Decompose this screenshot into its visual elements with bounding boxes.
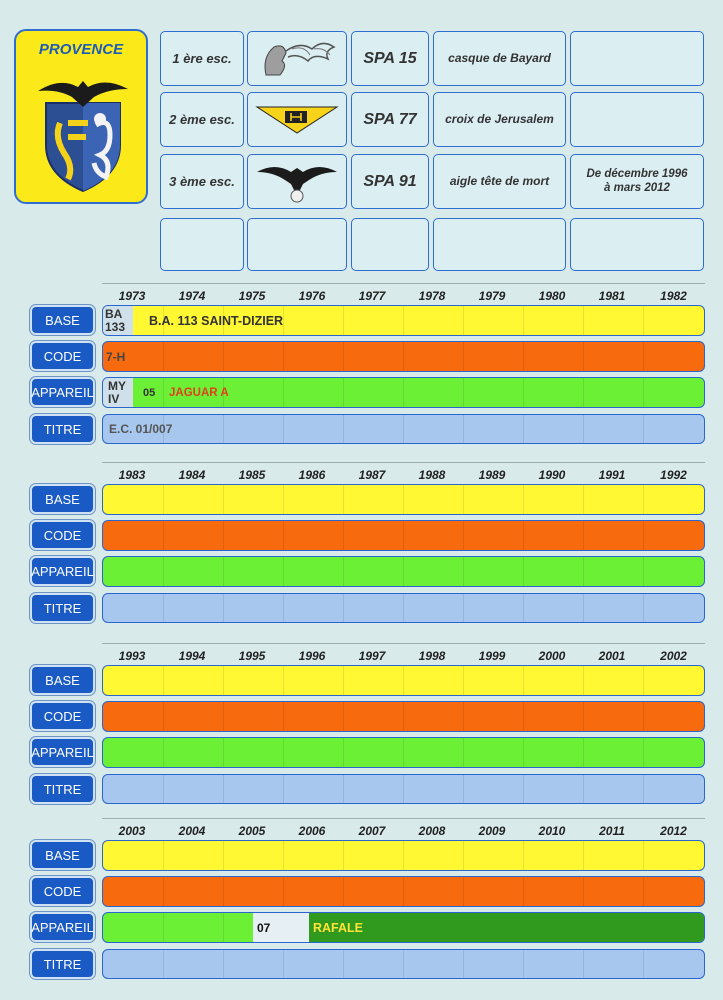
year-gridline xyxy=(343,666,344,695)
year-gridline xyxy=(223,841,224,870)
year-gridline xyxy=(463,378,464,407)
empty-cell xyxy=(433,218,566,271)
titre-text: E.C. 01/007 xyxy=(109,422,173,436)
timeline-bar-appareil xyxy=(102,737,705,768)
escadrille-3-note: De décembre 1996 à mars 2012 xyxy=(570,154,704,209)
year-gridline xyxy=(643,775,644,803)
year-gridline xyxy=(343,378,344,407)
year-gridline xyxy=(223,485,224,514)
year-gridline xyxy=(163,666,164,695)
year-gridline xyxy=(163,841,164,870)
year-gridline xyxy=(283,378,284,407)
year-label: 1982 xyxy=(660,289,687,303)
eagle-skull-icon xyxy=(255,160,339,204)
year-gridline xyxy=(643,594,644,622)
year-label: 1994 xyxy=(178,649,206,663)
aigle-tete-de-mort-emblem xyxy=(247,154,347,209)
year-gridline xyxy=(523,521,524,550)
year-gridline xyxy=(283,342,284,371)
empty-cell xyxy=(160,218,244,271)
year-label: 1983 xyxy=(118,468,146,482)
escadrille-1-label: 1 ère esc. xyxy=(160,31,244,86)
year-label: 1976 xyxy=(298,289,326,303)
year-gridline xyxy=(403,950,404,978)
year-gridline xyxy=(343,738,344,767)
year-label: 2003 xyxy=(118,824,146,838)
year-label: 1979 xyxy=(478,289,506,303)
base-prefix-cell xyxy=(103,306,133,335)
timeline-bar-appareil xyxy=(102,556,705,587)
year-label: 2007 xyxy=(358,824,386,838)
year-label: 1984 xyxy=(178,468,206,482)
year-gridline xyxy=(283,594,284,622)
year-label: 1987 xyxy=(358,468,386,482)
year-gridline xyxy=(403,306,404,335)
aircraft-number: 05 xyxy=(143,386,156,399)
year-gridline xyxy=(523,775,524,803)
year-label: 2008 xyxy=(418,824,446,838)
year-gridline xyxy=(583,702,584,731)
year-gridline xyxy=(403,666,404,695)
year-gridline xyxy=(343,485,344,514)
year-gridline xyxy=(283,775,284,803)
year-strip xyxy=(102,643,705,667)
year-gridline xyxy=(523,841,524,870)
year-gridline xyxy=(223,702,224,731)
year-gridline xyxy=(223,594,224,622)
year-gridline xyxy=(643,342,644,371)
year-gridline xyxy=(403,557,404,586)
year-gridline xyxy=(523,950,524,978)
year-label: 1977 xyxy=(358,289,386,303)
year-gridline xyxy=(643,841,644,870)
year-gridline xyxy=(163,950,164,978)
timeline-bar-code xyxy=(102,520,705,551)
year-strip xyxy=(102,462,705,486)
casque-de-bayard-emblem xyxy=(247,31,347,86)
year-gridline xyxy=(643,557,644,586)
timeline-bar-base xyxy=(102,484,705,515)
badge-title: PROVENCE xyxy=(38,41,124,58)
croix-de-jerusalem-emblem xyxy=(247,92,347,147)
year-gridline xyxy=(643,877,644,906)
year-gridline xyxy=(403,521,404,550)
escadrille-2-name: croix de Jerusalem xyxy=(433,92,566,147)
year-gridline xyxy=(343,775,344,803)
year-label: 1988 xyxy=(418,468,446,482)
escadrille-1-name: casque de Bayard xyxy=(433,31,566,86)
year-gridline xyxy=(223,415,224,443)
escadrille-3-name: aigle tête de mort xyxy=(433,154,566,209)
year-gridline xyxy=(163,775,164,803)
code-text: 7-H xyxy=(106,349,126,364)
year-gridline xyxy=(583,485,584,514)
year-gridline xyxy=(523,702,524,731)
year-gridline xyxy=(643,485,644,514)
base-prefix-text: BA 133 xyxy=(105,306,126,334)
year-strip xyxy=(102,283,705,307)
year-gridline xyxy=(283,950,284,978)
year-gridline xyxy=(463,594,464,622)
year-label: 1996 xyxy=(298,649,326,663)
year-gridline xyxy=(523,415,524,443)
year-gridline xyxy=(583,950,584,978)
squadron-insignia-icon xyxy=(38,67,128,195)
escadrille-1-note xyxy=(570,31,704,86)
row-label-appareil: APPAREIL xyxy=(30,377,95,407)
year-gridline xyxy=(163,378,164,407)
row-label-titre: TITRE xyxy=(30,414,95,444)
empty-cell xyxy=(570,218,704,271)
year-gridline xyxy=(583,841,584,870)
rafale-period xyxy=(309,913,704,942)
pennant-flag-icon xyxy=(255,105,339,135)
spa-91-label: SPA 91 xyxy=(351,154,429,209)
year-gridline xyxy=(163,702,164,731)
year-gridline xyxy=(583,775,584,803)
year-gridline xyxy=(583,594,584,622)
row-label-titre: TITRE xyxy=(30,949,95,979)
year-label: 2009 xyxy=(478,824,506,838)
year-gridline xyxy=(463,877,464,906)
year-gridline xyxy=(583,521,584,550)
year-label: 1995 xyxy=(238,649,266,663)
year-gridline xyxy=(163,913,164,942)
year-label: 1975 xyxy=(238,289,266,303)
escadrille-3-label: 3 ème esc. xyxy=(160,154,244,209)
year-gridline xyxy=(643,950,644,978)
row-label-appareil: APPAREIL xyxy=(30,556,95,586)
year-gridline xyxy=(523,877,524,906)
timeline-bar-appareil xyxy=(102,377,705,408)
year-gridline xyxy=(403,775,404,803)
year-gridline xyxy=(583,666,584,695)
year-gridline xyxy=(343,877,344,906)
year-gridline xyxy=(403,342,404,371)
year-gridline xyxy=(403,415,404,443)
year-gridline xyxy=(283,702,284,731)
year-label: 2004 xyxy=(178,824,206,838)
year-label: 1993 xyxy=(118,649,146,663)
year-gridline xyxy=(223,738,224,767)
year-gridline xyxy=(163,594,164,622)
timeline-bar-titre xyxy=(102,414,705,444)
year-gridline xyxy=(163,521,164,550)
row-label-code: CODE xyxy=(30,520,95,550)
year-gridline xyxy=(583,378,584,407)
timeline-bar-code xyxy=(102,876,705,907)
year-gridline xyxy=(583,557,584,586)
spa-15-label: SPA 15 xyxy=(351,31,429,86)
year-gridline xyxy=(463,702,464,731)
year-gridline xyxy=(343,557,344,586)
base-name-text: B.A. 113 SAINT-DIZIER xyxy=(149,313,284,328)
year-strip xyxy=(102,818,705,842)
year-gridline xyxy=(283,485,284,514)
year-gridline xyxy=(643,521,644,550)
year-gridline xyxy=(523,485,524,514)
row-label-titre: TITRE xyxy=(30,774,95,804)
timeline-bar-titre xyxy=(102,949,705,979)
year-gridline xyxy=(343,594,344,622)
year-gridline xyxy=(223,877,224,906)
row-label-base: BASE xyxy=(30,840,95,870)
year-gridline xyxy=(403,594,404,622)
year-gridline xyxy=(523,378,524,407)
row-label-code: CODE xyxy=(30,701,95,731)
squadron-badge xyxy=(14,29,148,204)
year-gridline xyxy=(463,306,464,335)
year-gridline xyxy=(583,415,584,443)
year-gridline xyxy=(643,702,644,731)
year-gridline xyxy=(523,594,524,622)
year-gridline xyxy=(523,306,524,335)
helmet-plume-icon xyxy=(252,35,342,83)
year-gridline xyxy=(223,913,224,942)
year-gridline xyxy=(463,950,464,978)
year-gridline xyxy=(343,841,344,870)
year-gridline xyxy=(223,342,224,371)
year-gridline xyxy=(463,841,464,870)
year-label: 2000 xyxy=(538,649,566,663)
year-gridline xyxy=(283,738,284,767)
year-gridline xyxy=(643,738,644,767)
year-gridline xyxy=(343,950,344,978)
year-label: 1985 xyxy=(238,468,266,482)
timeline-bar-code xyxy=(102,701,705,732)
year-label: 1991 xyxy=(598,468,626,482)
year-label: 1978 xyxy=(418,289,446,303)
year-gridline xyxy=(523,557,524,586)
year-gridline xyxy=(583,877,584,906)
row-label-appareil: APPAREIL xyxy=(30,737,95,767)
aircraft-type: RAFALE xyxy=(313,920,363,935)
year-gridline xyxy=(463,775,464,803)
row-label-code: CODE xyxy=(30,876,95,906)
year-gridline xyxy=(523,342,524,371)
year-label: 1986 xyxy=(298,468,326,482)
escadrille-2-note xyxy=(570,92,704,147)
year-gridline xyxy=(163,485,164,514)
row-label-base: BASE xyxy=(30,484,95,514)
year-label: 2002 xyxy=(660,649,687,663)
year-gridline xyxy=(343,521,344,550)
row-label-titre: TITRE xyxy=(30,593,95,623)
year-gridline xyxy=(463,342,464,371)
empty-cell xyxy=(247,218,347,271)
timeline-bar-base xyxy=(102,305,705,336)
year-gridline xyxy=(343,702,344,731)
year-gridline xyxy=(583,738,584,767)
year-gridline xyxy=(283,877,284,906)
year-gridline xyxy=(283,841,284,870)
aircraft-prefix-text: MY IV xyxy=(108,378,126,406)
year-gridline xyxy=(463,666,464,695)
year-gridline xyxy=(223,775,224,803)
year-label: 2011 xyxy=(599,824,625,838)
year-label: 1989 xyxy=(478,468,506,482)
year-gridline xyxy=(223,521,224,550)
year-gridline xyxy=(583,342,584,371)
year-gridline xyxy=(223,557,224,586)
empty-cell xyxy=(351,218,429,271)
year-gridline xyxy=(283,557,284,586)
year-gridline xyxy=(463,415,464,443)
year-gridline xyxy=(283,306,284,335)
row-label-code: CODE xyxy=(30,341,95,371)
year-label: 1974 xyxy=(178,289,206,303)
year-label: 1980 xyxy=(538,289,566,303)
escadrille-2-label: 2 ème esc. xyxy=(160,92,244,147)
row-label-appareil: APPAREIL xyxy=(30,912,95,942)
year-gridline xyxy=(463,521,464,550)
year-gridline xyxy=(643,415,644,443)
timeline-bar-titre xyxy=(102,593,705,623)
year-label: 2012 xyxy=(660,824,687,838)
year-label: 2010 xyxy=(538,824,566,838)
year-gridline xyxy=(643,306,644,335)
row-label-base: BASE xyxy=(30,665,95,695)
row-label-base: BASE xyxy=(30,305,95,335)
aircraft-number: 07 xyxy=(257,920,271,935)
year-gridline xyxy=(403,877,404,906)
year-gridline xyxy=(283,666,284,695)
timeline-bar-titre xyxy=(102,774,705,804)
year-label: 2006 xyxy=(298,824,326,838)
year-label: 1998 xyxy=(418,649,446,663)
year-label: 2005 xyxy=(238,824,266,838)
year-gridline xyxy=(403,702,404,731)
year-label: 1992 xyxy=(660,468,687,482)
year-gridline xyxy=(163,738,164,767)
year-label: 1990 xyxy=(538,468,566,482)
year-gridline xyxy=(403,738,404,767)
year-label: 2001 xyxy=(598,649,626,663)
year-gridline xyxy=(223,950,224,978)
year-gridline xyxy=(583,306,584,335)
year-gridline xyxy=(403,485,404,514)
year-gridline xyxy=(163,342,164,371)
year-gridline xyxy=(463,485,464,514)
timeline-bar-code xyxy=(102,341,705,372)
year-gridline xyxy=(403,841,404,870)
year-gridline xyxy=(223,666,224,695)
year-label: 1999 xyxy=(478,649,506,663)
year-gridline xyxy=(283,521,284,550)
year-gridline xyxy=(463,557,464,586)
timeline-bar-base xyxy=(102,665,705,696)
aircraft-number-cell xyxy=(253,913,309,942)
year-gridline xyxy=(163,877,164,906)
year-gridline xyxy=(463,738,464,767)
year-label: 1997 xyxy=(358,649,386,663)
aircraft-prefix-cell xyxy=(103,378,133,407)
year-gridline xyxy=(343,342,344,371)
year-label: 1981 xyxy=(598,289,626,303)
year-gridline xyxy=(523,666,524,695)
year-gridline xyxy=(403,378,404,407)
aircraft-type: JAGUAR A xyxy=(169,386,229,399)
year-gridline xyxy=(523,738,524,767)
timeline-bar-appareil xyxy=(102,912,705,943)
year-gridline xyxy=(343,306,344,335)
year-label: 1973 xyxy=(118,289,146,303)
year-gridline xyxy=(643,666,644,695)
year-gridline xyxy=(283,415,284,443)
spa-77-label: SPA 77 xyxy=(351,92,429,147)
timeline-bar-base xyxy=(102,840,705,871)
year-gridline xyxy=(643,378,644,407)
year-gridline xyxy=(343,415,344,443)
year-gridline xyxy=(163,557,164,586)
